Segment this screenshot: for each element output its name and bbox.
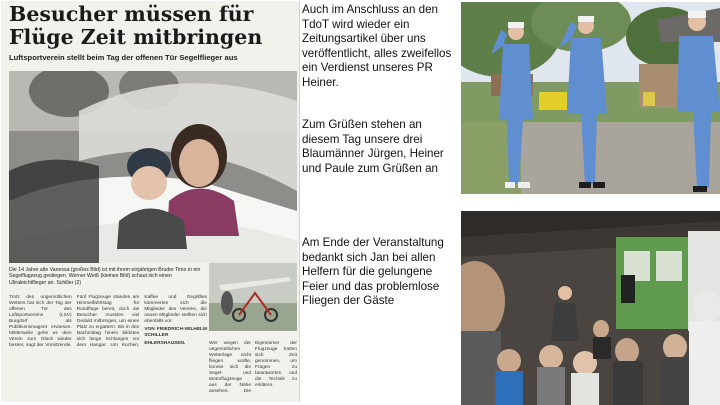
article-body-continued: Wer wegen der ungemütlichen Wetterlage nicht fliegen wollte, konnte sich die Segel- und Motorflugzeuge aus der Nähe ansehen. Die Eigentümer der Flugzeuge hatten sich Zeit genommen, um Fragen zu beantworten und die Technik zu erklären.: [209, 341, 297, 395]
photo-hangar-gathering: [461, 211, 720, 405]
clipping-headline: Besucher müssen für Flüge Zeit mitbringen: [9, 2, 263, 49]
photo-ultralight: [209, 263, 297, 331]
newspaper-clipping: [1, 1, 300, 402]
note-newspaper-article: Auch im Anschluss an den TdoT wird wieder ein Zeitungsartikel über uns veröffentlicht, alles zweifellos ein Verdienst unseres PR Heiner.: [302, 3, 452, 89]
article-body: [9, 295, 207, 349]
article-text: Trotz des ungemütlichen Wetters hat sich der Tag der offenen Tür des Luftsportvereins (LSV) Burgdorf als Publikumsmagnet erwiesen. Mittlerweile gehe es dem Verein zum Glück wieder besser, sagt der Vorsitzende. Fünf Flugzeuge standen am Himmelfahrtstag für Rundflüge bereit, doch die Besucher mussten viel Geduld mitbringen, um einen Platz zu ergattern. Bis in den Nachmittag hinein bildeten sich lange Schlangen vor dem Hangar. Um Kuchen, Kaffee und Gegrilltes kümmerten sich die Mitglieder des Vereins, die neuen Mitglieder stellten sich ebenfalls vor.: [9, 295, 207, 349]
article-byline: VON FRIEDRICH-WILHELM SCHILLER: [144, 327, 207, 339]
photo-credit: Schiller (2): [56, 279, 82, 286]
clipping-subhead: Luftsportverein stellt beim Tag der offenen Tür Segelflieger aus: [9, 53, 238, 62]
photo-glider-cockpit: [9, 71, 297, 263]
caption-text: Die 14 Jahre alte Vanessa (großes Bild) ist mit ihrem einjährigen Bruder Timo in ein Segelflugzeug gestiegen. Werner Weiß (kleines Bild) schaut sich einen Ultraleichtflieger an.: [9, 267, 201, 286]
photo-three-men-saluting: [461, 2, 720, 194]
note-closing-thanks: Am Ende der Veranstaltung bedankt sich Jan bei allen Helfern für die gelungene Feier und das problemlose Fliegen der Gäste: [302, 236, 444, 308]
article-dateline: EHLERSHAUSEN.: [144, 341, 186, 347]
main-photo-caption: [9, 267, 207, 286]
note-greeting: Zum Grüßen stehen an diesem Tag unsere drei Blaumänner Jürgen, Heiner und Paule zum Grüßen an: [302, 118, 444, 175]
